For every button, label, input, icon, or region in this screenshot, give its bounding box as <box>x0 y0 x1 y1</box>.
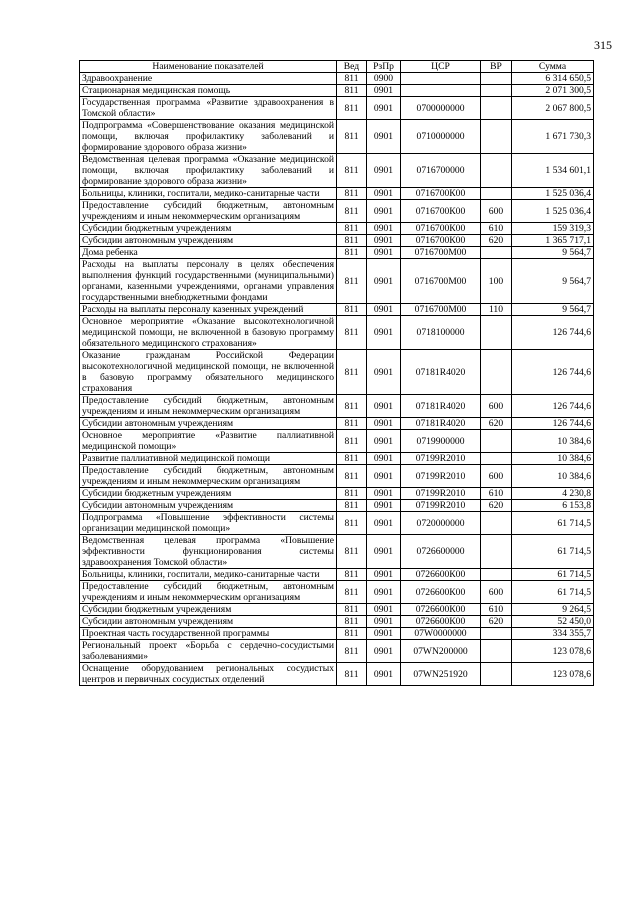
table-row <box>80 304 594 316</box>
cell-name: Оснащение оборудованием региональных сосудистых центров и первичных сосудистых отделений <box>80 663 337 686</box>
table-row <box>80 316 594 350</box>
cell-rzpr: 0901 <box>367 604 401 616</box>
cell-ved: 811 <box>337 73 367 85</box>
cell-rzpr: 0901 <box>367 350 401 395</box>
cell-ved: 811 <box>337 259 367 304</box>
header-sum: Сумма <box>512 61 594 73</box>
cell-ved: 811 <box>337 465 367 488</box>
cell-csr: 0716700К00 <box>401 200 481 223</box>
cell-ved: 811 <box>337 188 367 200</box>
cell-ved: 811 <box>337 500 367 512</box>
cell-vr <box>481 453 512 465</box>
cell-sum: 1 365 717,1 <box>512 235 594 247</box>
table-row <box>80 120 594 154</box>
table-row <box>80 663 594 686</box>
cell-ved: 811 <box>337 453 367 465</box>
cell-name: Дома ребенка <box>80 247 337 259</box>
cell-rzpr: 0901 <box>367 418 401 430</box>
cell-sum: 126 744,6 <box>512 418 594 430</box>
table-row <box>80 97 594 120</box>
cell-ved: 811 <box>337 350 367 395</box>
table-row <box>80 628 594 640</box>
table-row <box>80 500 594 512</box>
cell-sum: 10 384,6 <box>512 453 594 465</box>
page-number: 315 <box>594 38 612 52</box>
cell-vr: 600 <box>481 465 512 488</box>
cell-name: Больницы, клиники, госпитали, медико-санитарные части <box>80 188 337 200</box>
cell-vr: 600 <box>481 581 512 604</box>
cell-vr: 110 <box>481 304 512 316</box>
cell-csr: 0718100000 <box>401 316 481 350</box>
cell-csr: 0700000000 <box>401 97 481 120</box>
cell-sum: 10 384,6 <box>512 465 594 488</box>
cell-ved: 811 <box>337 628 367 640</box>
cell-sum: 1 534 601,1 <box>512 154 594 188</box>
cell-vr <box>481 154 512 188</box>
cell-sum: 61 714,5 <box>512 581 594 604</box>
cell-csr: 0726600000 <box>401 535 481 569</box>
cell-sum: 10 384,6 <box>512 430 594 453</box>
cell-vr: 100 <box>481 259 512 304</box>
cell-vr: 600 <box>481 395 512 418</box>
cell-name: Здравоохранение <box>80 73 337 85</box>
cell-name: Больницы, клиники, госпитали, медико-санитарные части <box>80 569 337 581</box>
cell-ved: 811 <box>337 418 367 430</box>
cell-name: Региональный проект «Борьба с сердечно-сосудистыми заболеваниями» <box>80 640 337 663</box>
cell-vr <box>481 535 512 569</box>
header-vr: ВР <box>481 61 512 73</box>
table-row <box>80 569 594 581</box>
cell-csr: 0720000000 <box>401 512 481 535</box>
cell-rzpr: 0901 <box>367 465 401 488</box>
cell-sum: 61 714,5 <box>512 512 594 535</box>
cell-name: Основное мероприятие «Развитие паллиативной медицинской помощи» <box>80 430 337 453</box>
table-header-row <box>80 61 594 73</box>
cell-sum: 1 671 730,3 <box>512 120 594 154</box>
cell-name: Предоставление субсидий бюджетным, автономным учреждениям и иным некоммерческим организациям <box>80 200 337 223</box>
cell-ved: 811 <box>337 316 367 350</box>
cell-sum: 52 450,0 <box>512 616 594 628</box>
cell-sum: 9 264,5 <box>512 604 594 616</box>
cell-ved: 811 <box>337 535 367 569</box>
cell-vr: 620 <box>481 418 512 430</box>
table-row <box>80 395 594 418</box>
cell-rzpr: 0901 <box>367 569 401 581</box>
cell-ved: 811 <box>337 200 367 223</box>
table-row <box>80 85 594 97</box>
cell-sum: 1 525 036,4 <box>512 188 594 200</box>
cell-vr <box>481 247 512 259</box>
cell-vr <box>481 640 512 663</box>
cell-name: Проектная часть государственной программы <box>80 628 337 640</box>
cell-rzpr: 0901 <box>367 223 401 235</box>
cell-sum: 61 714,5 <box>512 535 594 569</box>
cell-ved: 811 <box>337 247 367 259</box>
cell-name: Субсидии автономным учреждениям <box>80 235 337 247</box>
cell-csr: 0716700М00 <box>401 304 481 316</box>
budget-table <box>79 60 594 686</box>
cell-sum: 4 230,8 <box>512 488 594 500</box>
cell-ved: 811 <box>337 120 367 154</box>
cell-sum: 123 078,6 <box>512 640 594 663</box>
header-rzpr: РзПр <box>367 61 401 73</box>
header-ved: Вед <box>337 61 367 73</box>
cell-rzpr: 0901 <box>367 200 401 223</box>
table-row <box>80 512 594 535</box>
cell-sum: 6 153,8 <box>512 500 594 512</box>
cell-csr: 0726600К00 <box>401 569 481 581</box>
cell-rzpr: 0901 <box>367 120 401 154</box>
table-row <box>80 188 594 200</box>
cell-csr: 07199R2010 <box>401 488 481 500</box>
cell-sum: 126 744,6 <box>512 350 594 395</box>
cell-csr: 07181R4020 <box>401 418 481 430</box>
cell-rzpr: 0900 <box>367 73 401 85</box>
cell-vr <box>481 97 512 120</box>
cell-ved: 811 <box>337 616 367 628</box>
table-row <box>80 350 594 395</box>
cell-ved: 811 <box>337 430 367 453</box>
cell-rzpr: 0901 <box>367 247 401 259</box>
cell-name: Стационарная медицинская помощь <box>80 85 337 97</box>
cell-rzpr: 0901 <box>367 628 401 640</box>
cell-vr: 620 <box>481 500 512 512</box>
cell-vr: 600 <box>481 200 512 223</box>
cell-rzpr: 0901 <box>367 535 401 569</box>
cell-rzpr: 0901 <box>367 97 401 120</box>
cell-csr: 07199R2010 <box>401 500 481 512</box>
cell-ved: 811 <box>337 512 367 535</box>
table-row <box>80 465 594 488</box>
header-csr: ЦСР <box>401 61 481 73</box>
cell-vr: 620 <box>481 616 512 628</box>
cell-csr <box>401 73 481 85</box>
cell-sum: 2 071 300,5 <box>512 85 594 97</box>
cell-name: Субсидии автономным учреждениям <box>80 418 337 430</box>
cell-rzpr: 0901 <box>367 640 401 663</box>
cell-vr: 610 <box>481 604 512 616</box>
cell-rzpr: 0901 <box>367 488 401 500</box>
cell-rzpr: 0901 <box>367 259 401 304</box>
cell-csr: 0716700000 <box>401 154 481 188</box>
table-row <box>80 235 594 247</box>
cell-ved: 811 <box>337 569 367 581</box>
cell-name: Оказание гражданам Российской Федерации высокотехнологичной медицинской помощи, не включенной в базовую программу обязательного медицинского страхования <box>80 350 337 395</box>
cell-csr: 0716700К00 <box>401 235 481 247</box>
cell-rzpr: 0901 <box>367 453 401 465</box>
cell-csr: 0710000000 <box>401 120 481 154</box>
cell-name: Субсидии бюджетным учреждениям <box>80 223 337 235</box>
cell-vr <box>481 85 512 97</box>
cell-name: Субсидии бюджетным учреждениям <box>80 488 337 500</box>
cell-vr <box>481 188 512 200</box>
cell-ved: 811 <box>337 154 367 188</box>
cell-vr <box>481 663 512 686</box>
cell-name: Развитие паллиативной медицинской помощи <box>80 453 337 465</box>
cell-sum: 126 744,6 <box>512 316 594 350</box>
table-row <box>80 73 594 85</box>
cell-ved: 811 <box>337 85 367 97</box>
table-row <box>80 259 594 304</box>
cell-sum: 123 078,6 <box>512 663 594 686</box>
cell-csr: 0716700К00 <box>401 223 481 235</box>
cell-csr: 07181R4020 <box>401 350 481 395</box>
cell-csr: 0726600К00 <box>401 604 481 616</box>
cell-rzpr: 0901 <box>367 188 401 200</box>
cell-sum: 2 067 800,5 <box>512 97 594 120</box>
cell-ved: 811 <box>337 223 367 235</box>
table-body <box>80 73 594 686</box>
cell-rzpr: 0901 <box>367 85 401 97</box>
cell-sum: 334 355,7 <box>512 628 594 640</box>
cell-rzpr: 0901 <box>367 581 401 604</box>
cell-name: Предоставление субсидий бюджетным, автономным учреждениям и иным некоммерческим организациям <box>80 465 337 488</box>
cell-vr <box>481 316 512 350</box>
cell-csr: 07199R2010 <box>401 453 481 465</box>
cell-sum: 9 564,7 <box>512 304 594 316</box>
cell-sum: 1 525 036,4 <box>512 200 594 223</box>
cell-vr <box>481 73 512 85</box>
cell-vr: 620 <box>481 235 512 247</box>
cell-name: Предоставление субсидий бюджетным, автономным учреждениям и иным некоммерческим организациям <box>80 395 337 418</box>
cell-ved: 811 <box>337 604 367 616</box>
table-row <box>80 453 594 465</box>
table-row <box>80 640 594 663</box>
table-row <box>80 616 594 628</box>
table-row <box>80 154 594 188</box>
cell-vr <box>481 430 512 453</box>
cell-name: Субсидии бюджетным учреждениям <box>80 604 337 616</box>
cell-vr <box>481 628 512 640</box>
cell-ved: 811 <box>337 97 367 120</box>
cell-sum: 6 314 650,5 <box>512 73 594 85</box>
cell-rzpr: 0901 <box>367 663 401 686</box>
cell-ved: 811 <box>337 581 367 604</box>
cell-name: Расходы на выплаты персоналу в целях обеспечения выполнения функций государственными (муниципальными) органами, казенными учреждениями, органами управления государственными внебюджетными фондами <box>80 259 337 304</box>
cell-csr: 07W0000000 <box>401 628 481 640</box>
cell-csr <box>401 85 481 97</box>
cell-vr <box>481 569 512 581</box>
cell-rzpr: 0901 <box>367 316 401 350</box>
cell-ved: 811 <box>337 640 367 663</box>
cell-csr: 0719900000 <box>401 430 481 453</box>
cell-rzpr: 0901 <box>367 395 401 418</box>
cell-ved: 811 <box>337 304 367 316</box>
cell-name: Ведомственная целевая программа «Повышение эффективности функционирования системы здравоохранения Томской области» <box>80 535 337 569</box>
table-row <box>80 604 594 616</box>
cell-name: Ведомственная целевая программа «Оказание медицинской помощи, включая профилактику заболеваний и формирование здорового образа жизни» <box>80 154 337 188</box>
cell-name: Основное мероприятие «Оказание высокотехнологичной медицинской помощи, не включенной в базовую программу обязательного медицинского страхования» <box>80 316 337 350</box>
table-row <box>80 488 594 500</box>
cell-sum: 9 564,7 <box>512 247 594 259</box>
cell-vr: 610 <box>481 223 512 235</box>
cell-name: Предоставление субсидий бюджетным, автономным учреждениям и иным некоммерческим организациям <box>80 581 337 604</box>
table-row <box>80 581 594 604</box>
cell-csr: 07181R4020 <box>401 395 481 418</box>
header-name: Наименование показателей <box>80 61 337 73</box>
cell-ved: 811 <box>337 395 367 418</box>
cell-csr: 0716700К00 <box>401 188 481 200</box>
cell-rzpr: 0901 <box>367 616 401 628</box>
cell-name: Субсидии автономным учреждениям <box>80 500 337 512</box>
cell-sum: 61 714,5 <box>512 569 594 581</box>
table-row <box>80 535 594 569</box>
cell-name: Субсидии автономным учреждениям <box>80 616 337 628</box>
cell-csr: 0716700М00 <box>401 247 481 259</box>
cell-rzpr: 0901 <box>367 235 401 247</box>
cell-rzpr: 0901 <box>367 304 401 316</box>
table-row <box>80 200 594 223</box>
cell-vr: 610 <box>481 488 512 500</box>
table-row <box>80 430 594 453</box>
cell-csr: 07199R2010 <box>401 465 481 488</box>
cell-csr: 07WN200000 <box>401 640 481 663</box>
cell-csr: 0726600К00 <box>401 616 481 628</box>
table-row <box>80 223 594 235</box>
cell-vr <box>481 350 512 395</box>
cell-vr <box>481 120 512 154</box>
table-row <box>80 418 594 430</box>
cell-rzpr: 0901 <box>367 154 401 188</box>
cell-name: Подпрограмма «Совершенствование оказания медицинской помощи, включая профилактику заболеваний и формирование здорового образа жизни» <box>80 120 337 154</box>
cell-name: Подпрограмма «Повышение эффективности системы организации медицинской помощи» <box>80 512 337 535</box>
table-row <box>80 247 594 259</box>
cell-sum: 9 564,7 <box>512 259 594 304</box>
cell-rzpr: 0901 <box>367 512 401 535</box>
cell-name: Расходы на выплаты персоналу казенных учреждений <box>80 304 337 316</box>
cell-rzpr: 0901 <box>367 430 401 453</box>
cell-vr <box>481 512 512 535</box>
cell-csr: 0726600К00 <box>401 581 481 604</box>
cell-sum: 159 319,3 <box>512 223 594 235</box>
cell-ved: 811 <box>337 235 367 247</box>
cell-rzpr: 0901 <box>367 500 401 512</box>
cell-csr: 07WN251920 <box>401 663 481 686</box>
cell-csr: 0716700М00 <box>401 259 481 304</box>
cell-name: Государственная программа «Развитие здравоохранения в Томской области» <box>80 97 337 120</box>
cell-ved: 811 <box>337 488 367 500</box>
cell-ved: 811 <box>337 663 367 686</box>
cell-sum: 126 744,6 <box>512 395 594 418</box>
